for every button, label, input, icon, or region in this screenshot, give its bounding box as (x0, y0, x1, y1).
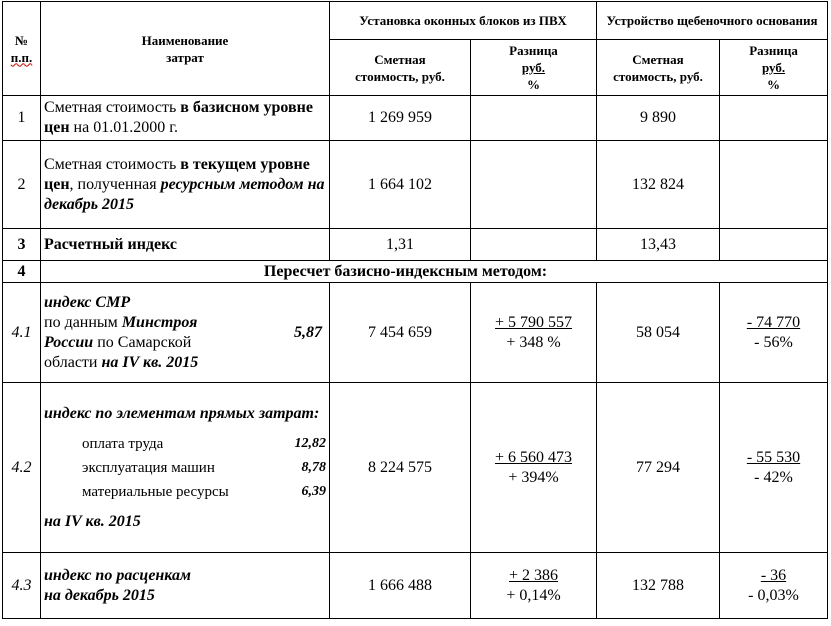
header-g2-diff-line2: руб. (761, 60, 786, 75)
row-number: 4.2 (3, 383, 41, 553)
g2-cost-cell: 132 824 (597, 141, 720, 229)
row-label (41, 553, 330, 619)
g2-cost-cell: 9 890 (597, 96, 720, 141)
g1-diff-cell (471, 141, 597, 229)
g2-cost-cell: 77 294 (597, 383, 720, 553)
row2-text-c: , полученная (69, 175, 161, 193)
g2-cost-cell: 58 054 (597, 283, 720, 383)
r42-item (44, 434, 326, 454)
diff-rub: + 5 790 557 (494, 313, 573, 331)
row-label: Расчетный индекс (41, 229, 330, 261)
r41-text-b: Минстроя России (44, 313, 198, 351)
header-group-windows: Установка оконных блоков из ПВХ (330, 2, 597, 40)
table-row (3, 96, 828, 141)
diff-pct: - 42% (754, 468, 793, 486)
g1-diff-cell (471, 96, 597, 141)
row2-text-a: Сметная стоимость (44, 155, 181, 173)
section-heading: Пересчет базисно-индексным методом: (41, 261, 828, 283)
header-g1-diff-line1: Разница (509, 43, 558, 58)
header-g2-cost-line2: стоимость, руб. (613, 68, 703, 84)
g1-diff-cell (471, 229, 597, 261)
g2-diff-cell (720, 141, 828, 229)
g2-diff-cell (720, 383, 828, 553)
row-label (41, 283, 330, 383)
row-number: 4 (3, 261, 41, 283)
r41-index-value: 5,87 (294, 323, 322, 341)
table-row (3, 283, 828, 383)
header-g1-cost (330, 40, 471, 96)
header-g2-diff-line1: Разница (749, 43, 798, 58)
diff-pct: + 0,14% (506, 586, 561, 604)
row-label (41, 141, 330, 229)
r41-text-c: по Самарской области (44, 333, 192, 371)
header-number-line2: п.п. (10, 49, 33, 65)
row-number: 2 (3, 141, 41, 229)
r43-line2: на декабрь 2015 (44, 586, 155, 604)
header-number (3, 2, 41, 96)
g1-cost-cell: 1 664 102 (330, 141, 471, 229)
g1-cost-cell: 1,31 (330, 229, 471, 261)
r42-footer: на IV кв. 2015 (44, 512, 141, 530)
row-number: 4.1 (3, 283, 41, 383)
g2-cost-cell: 13,43 (597, 229, 720, 261)
r42-item-value: 12,82 (294, 435, 326, 451)
g1-diff-cell (471, 283, 597, 383)
g1-cost-cell: 7 454 659 (330, 283, 471, 383)
row-label (41, 96, 330, 141)
diff-rub: + 2 386 (508, 566, 558, 584)
header-name-line1: Наименование (141, 32, 229, 48)
r42-item-label: оплата труда (82, 435, 164, 452)
table-row (3, 229, 828, 261)
header-g1-diff (471, 40, 597, 96)
header-g2-cost (597, 40, 720, 96)
header-name (41, 2, 330, 96)
g2-diff-cell (720, 283, 828, 383)
r42-item (44, 482, 326, 502)
table-row (3, 553, 828, 619)
g1-cost-cell: 8 224 575 (330, 383, 471, 553)
r42-title: индекс по элементам прямых затрат: (44, 404, 320, 422)
header-g1-cost-line2: стоимость, руб. (355, 68, 445, 84)
row1-text-a: Сметная стоимость (44, 99, 181, 116)
diff-pct: + 394% (508, 468, 559, 486)
diff-rub: - 36 (760, 566, 787, 584)
row-label (41, 383, 330, 553)
row2-text-b: в текущем уровне цен (44, 155, 310, 193)
g1-diff-cell (471, 383, 597, 553)
header-g2-diff-line3: % (767, 77, 780, 92)
table-row (3, 261, 828, 283)
header-g1-cost-line1: Сметная (374, 51, 426, 67)
row1-text-b: в базисном уровне цен (44, 99, 313, 136)
r41-title: индекс СМР (44, 293, 131, 311)
row-number: 4.3 (3, 553, 41, 619)
r42-item-value: 6,39 (301, 483, 326, 499)
g2-diff-cell (720, 229, 828, 261)
g2-cost-cell: 132 788 (597, 553, 720, 619)
g2-diff-cell (720, 553, 828, 619)
header-group-gravel: Устройство щебеночного основания (597, 2, 828, 40)
diff-rub: + 6 560 473 (494, 448, 573, 466)
header-g2-cost-line1: Сметная (632, 51, 684, 67)
row-number: 1 (3, 96, 41, 141)
r42-item (44, 458, 326, 478)
diff-pct: - 0,03% (748, 586, 799, 604)
r41-text-d: на IV кв. 2015 (101, 353, 199, 371)
header-g1-diff-line3: % (527, 77, 540, 92)
r42-item-value: 8,78 (301, 459, 326, 475)
r42-item-label: материальные ресурсы (82, 483, 229, 500)
header-number-line1: № (14, 32, 29, 48)
cost-comparison-table (2, 1, 828, 619)
table-row (3, 141, 828, 229)
diff-rub: - 55 530 (746, 448, 801, 466)
g1-diff-cell (471, 553, 597, 619)
row-number: 3 (3, 229, 41, 261)
header-g2-diff (720, 40, 828, 96)
header-g1-diff-line2: руб. (521, 60, 546, 75)
diff-rub: - 74 770 (746, 313, 801, 331)
diff-pct: + 348 % (506, 333, 561, 351)
r41-text-a: по данным (44, 313, 122, 331)
diff-pct: - 56% (754, 333, 793, 351)
table-row (3, 383, 828, 553)
header-name-line2: затрат (166, 49, 204, 65)
row1-text-c: на 01.01.2000 г. (69, 119, 178, 136)
g1-cost-cell: 1 666 488 (330, 553, 471, 619)
g1-cost-cell: 1 269 959 (330, 96, 471, 141)
g2-diff-cell (720, 96, 828, 141)
r42-item-label: эксплуатация машин (82, 459, 215, 476)
row2-text-d: ресурсным методом на декабрь 2015 (44, 175, 325, 213)
r43-line1: индекс по расценкам (44, 566, 191, 584)
